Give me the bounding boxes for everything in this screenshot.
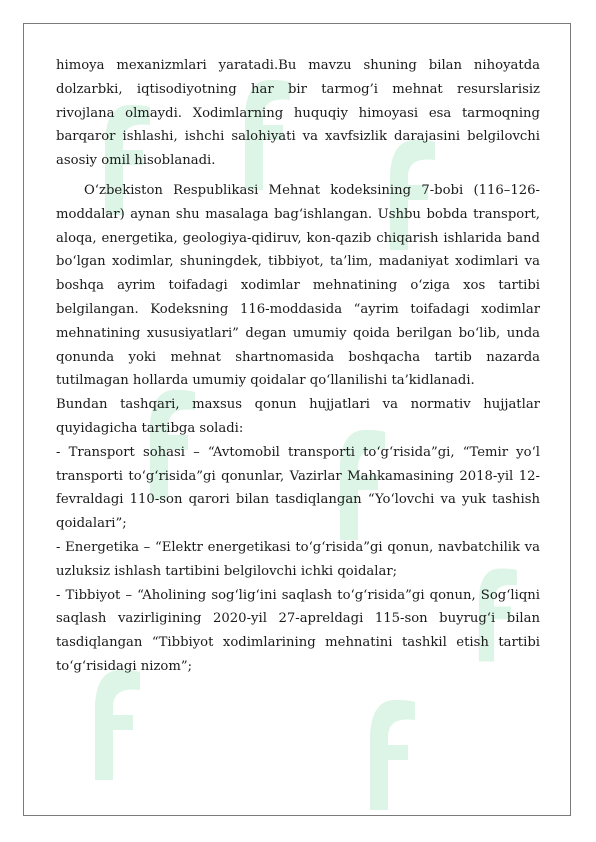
list-item-transport: - Transport sohasi – “Avtomobil transporti to‘g‘risida”gi, “Temir yo‘l transporti to‘g‘risida”gi qonunlar, Vazirlar Mahkamasining 2018-yil 12-fevraldagi 110-son qarori bilan tasdiqlangan “Yo‘lovchi va yuk tashish qoidalari”; xyxy=(56,444,540,532)
list-item-medicine: - Tibbiyot – “Aholining sog‘lig‘ini saqlash to‘g‘risida”gi qonun, Sog‘liqni saqlash vazirligining 2020-yil 27-apreldagi 115-son buyrug‘i bilan tasdiqlangan “Tibbiyot xodimlarining mehnatini tashkil etish tartibi to‘g‘risidagi nizom”; xyxy=(56,587,540,674)
document-body xyxy=(56,54,540,679)
list-item-energy: - Energetika – “Elektr energetikasi to‘g‘risida”gi qonun, navbatchilik va uzluksiz ishlash tartibini belgilovchi ichki qoidalar; xyxy=(56,539,540,579)
paragraph-intro-continuation: himoya mexanizmlari yaratadi.Bu mavzu shuning bilan nihoyatda dolzarbki, iqtisodiyotning har bir tarmog’i mehnat resurslarisiz rivojlana olmaydi. Xodimlarning huquqiy himoyasi esa tarmoqning barqaror ishlashi, ishchi salohiyati va xavfsizlik darajasini belgilovchi asosiy omil hisoblanadi. xyxy=(56,58,540,169)
paragraph-labor-code: O‘zbekiston Respublikasi Mehnat kodeksining 7-bobi (116–126-moddalar) aynan shu masalaga bag‘ishlangan. Ushbu bobda transport, aloqa, energetika, geologiya-qidiruv, kon-qazib chiqarish ishlarida band bo‘lgan xodimlar, shuningdek, tibbiyot, ta’lim, madaniyat xodimlari va boshqa ayrim toifadagi xodimlar mehnatining o‘ziga xos tartibi belgilangan. Kodeksning 116-moddasida “ayrim toifadagi xodimlar mehnatining xususiyatlari” degan umumiy qoida berilgan bo‘lib, unda qonunda yoki mehnat shartnomasida boshqacha tartib nazarda tutilmagan hollarda umumiy qoidalar qo‘llanilishi ta’kidlanadi. xyxy=(56,182,540,389)
paragraph-regulations-intro: Bundan tashqari, maxsus qonun hujjatlari va normativ hujjatlar quyidagicha tartibga soladi: xyxy=(56,397,540,436)
